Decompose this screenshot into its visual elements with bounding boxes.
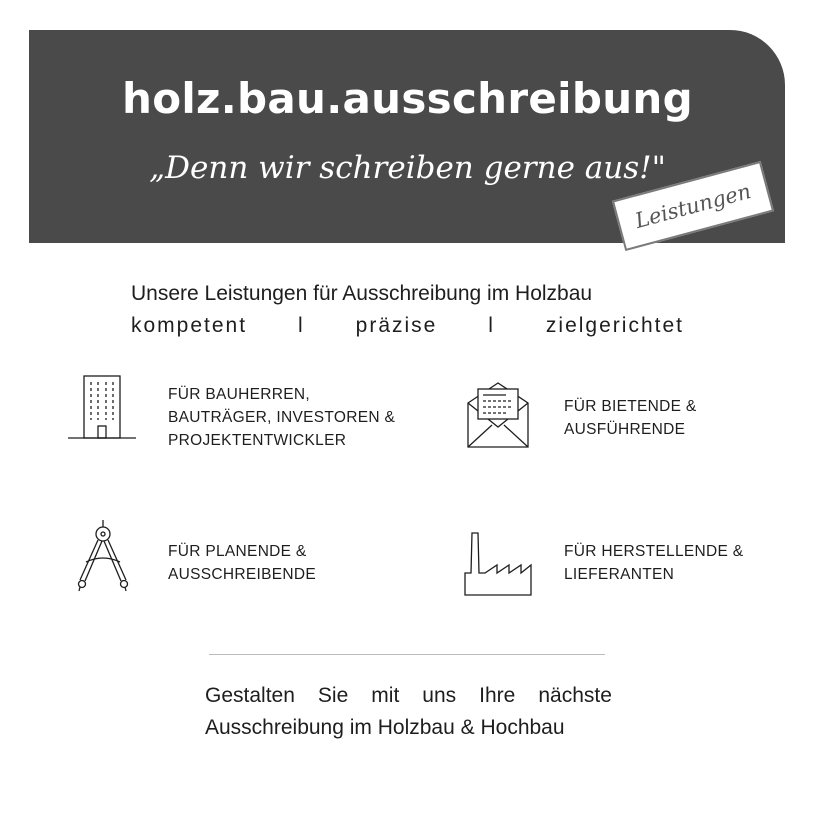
- attribute-competent: kompetent: [131, 314, 248, 337]
- service-line: AUSSCHREIBENDE: [168, 566, 317, 583]
- compass-icon: [74, 520, 132, 592]
- service-planners: [168, 540, 316, 586]
- service-line: LIEFERANTEN: [564, 566, 675, 583]
- tag-label: Leistungen: [632, 179, 754, 233]
- call-to-action: [205, 680, 612, 744]
- cta-word: Ihre: [479, 684, 516, 707]
- service-line: FÜR BIETENDE &: [564, 398, 697, 415]
- service-manufacturers: [564, 540, 743, 586]
- cta-word: Gestalten: [205, 684, 295, 707]
- service-line: BAUTRÄGER, INVESTOREN &: [168, 409, 396, 426]
- service-builders: [168, 383, 395, 452]
- cta-line-1: [205, 680, 612, 712]
- slogan: „Denn wir schreiben gerne aus!": [149, 150, 666, 186]
- cta-word: nächste: [538, 684, 612, 707]
- service-line: PROJEKTENTWICKLER: [168, 432, 347, 449]
- cta-line-2: Ausschreibung im Holzbau & Hochbau: [205, 716, 565, 739]
- services-heading: Unsere Leistungen für Ausschreibung im Holzbau: [131, 282, 593, 305]
- attribute-separator: l: [298, 314, 305, 337]
- attribute-targeted: zielgerichtet: [545, 314, 684, 337]
- cta-word: uns: [422, 684, 457, 707]
- service-attributes: [131, 314, 684, 338]
- attribute-separator: l: [488, 314, 495, 337]
- brand-title: holz.bau.ausschreibung: [122, 74, 693, 123]
- service-line: AUSFÜHRENDE: [564, 421, 686, 438]
- envelope-letter-icon: [466, 381, 530, 449]
- service-line: FÜR HERSTELLENDE &: [564, 543, 744, 560]
- divider: [209, 654, 605, 655]
- service-line: FÜR PLANENDE &: [168, 543, 307, 560]
- cta-word: mit: [371, 684, 400, 707]
- attribute-precise: präzise: [355, 314, 438, 337]
- service-bidders: [564, 395, 697, 441]
- cta-word: Sie: [317, 684, 349, 707]
- service-line: FÜR BAUHERREN,: [168, 386, 310, 403]
- factory-icon: [463, 531, 533, 597]
- building-icon: [68, 375, 136, 441]
